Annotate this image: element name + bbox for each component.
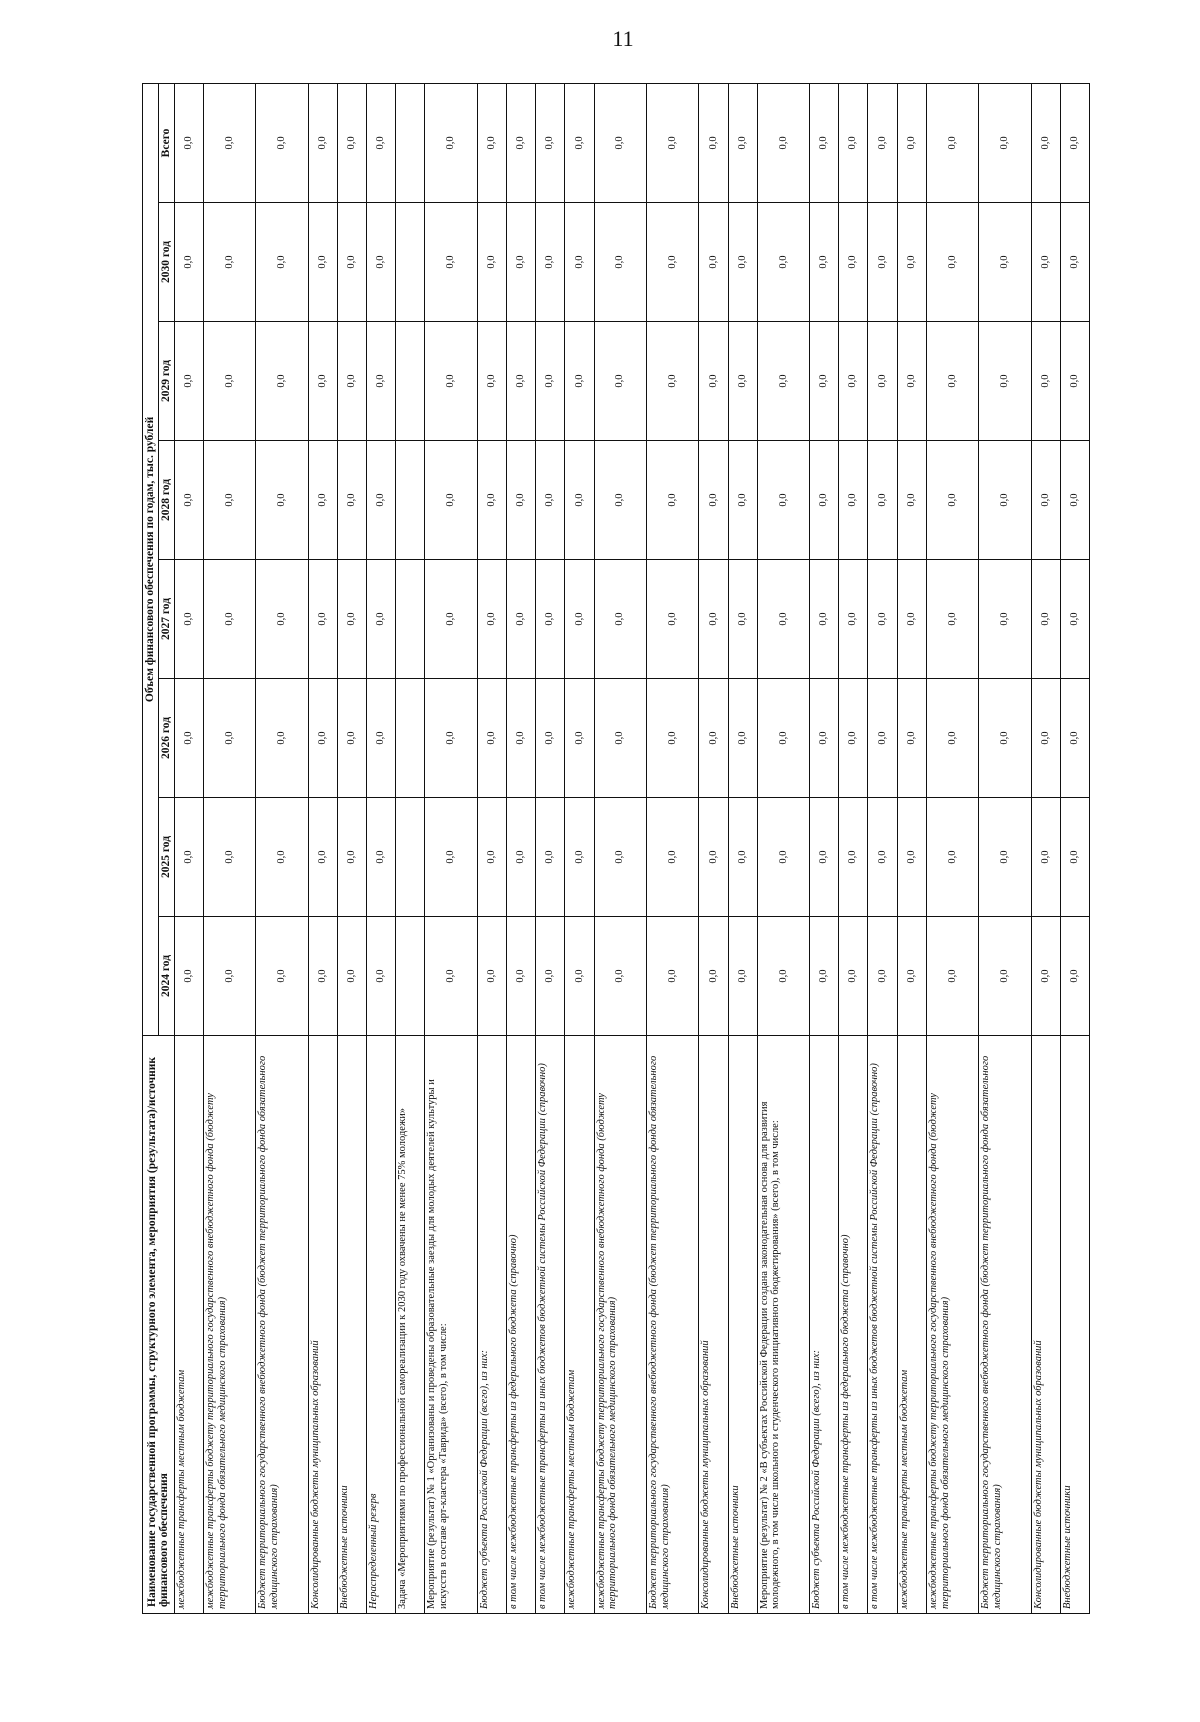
value-cell: 0,0 <box>1060 679 1089 798</box>
row-label: в том числе межбюджетные трансферты из федерального бюджета (справочно) <box>507 1036 536 1614</box>
value-cell: 0,0 <box>308 83 337 202</box>
value-cell: 0,0 <box>337 679 366 798</box>
value-cell: 0,0 <box>367 83 396 202</box>
row-label: Бюджет субъекта Российской Федерации (всего), из них: <box>810 1036 839 1614</box>
value-cell: 0,0 <box>728 679 757 798</box>
value-cell: 0,0 <box>536 83 565 202</box>
value-cell: 0,0 <box>926 917 978 1036</box>
value-cell: 0,0 <box>979 441 1031 560</box>
value-cell: 0,0 <box>425 441 477 560</box>
value-cell: 0,0 <box>757 560 809 679</box>
value-cell: 0,0 <box>308 560 337 679</box>
value-cell: 0,0 <box>699 679 728 798</box>
value-cell: 0,0 <box>839 322 868 441</box>
value-cell: 0,0 <box>308 679 337 798</box>
value-cell <box>396 560 425 679</box>
table-row <box>699 83 728 1613</box>
value-cell: 0,0 <box>646 322 698 441</box>
value-cell: 0,0 <box>565 83 594 202</box>
column-header-year: 2025 год <box>158 798 174 917</box>
value-cell: 0,0 <box>256 679 308 798</box>
value-cell: 0,0 <box>839 203 868 322</box>
value-cell: 0,0 <box>337 322 366 441</box>
row-label: Консолидированные бюджеты муниципальных образований <box>308 1036 337 1614</box>
row-label: Бюджет территориального государственного внебюджетного фонда (бюджет территориального фонда обязательного медицинского страхования) <box>256 1036 308 1614</box>
row-label: Бюджет территориального государственного внебюджетного фонда (бюджет территориального фонда обязательного медицинского страхования) <box>979 1036 1031 1614</box>
value-cell: 0,0 <box>594 322 646 441</box>
value-cell: 0,0 <box>174 203 203 322</box>
value-cell: 0,0 <box>646 560 698 679</box>
row-label: Консолидированные бюджеты муниципальных образований <box>699 1036 728 1614</box>
value-cell: 0,0 <box>477 83 506 202</box>
value-cell: 0,0 <box>897 83 926 202</box>
value-cell: 0,0 <box>979 203 1031 322</box>
value-cell: 0,0 <box>810 203 839 322</box>
value-cell: 0,0 <box>565 441 594 560</box>
value-cell: 0,0 <box>507 798 536 917</box>
value-cell: 0,0 <box>646 679 698 798</box>
value-cell: 0,0 <box>1031 679 1060 798</box>
value-cell: 0,0 <box>1031 322 1060 441</box>
value-cell: 0,0 <box>367 560 396 679</box>
value-cell: 0,0 <box>507 679 536 798</box>
value-cell: 0,0 <box>699 798 728 917</box>
row-label: межбюджетные трансферты бюджету территориального государственного внебюджетного фонда (бюджету территориального фонда обязательного медицинского страхования) <box>203 1036 255 1614</box>
row-label: межбюджетные трансферты местным бюджетам <box>174 1036 203 1614</box>
value-cell: 0,0 <box>507 322 536 441</box>
value-cell: 0,0 <box>979 679 1031 798</box>
value-cell: 0,0 <box>174 83 203 202</box>
row-label: Внебюджетные источники <box>728 1036 757 1614</box>
value-cell: 0,0 <box>926 441 978 560</box>
value-cell: 0,0 <box>308 917 337 1036</box>
value-cell: 0,0 <box>1031 798 1060 917</box>
value-cell: 0,0 <box>594 203 646 322</box>
value-cell: 0,0 <box>337 917 366 1036</box>
table-row <box>536 83 565 1613</box>
value-cell <box>396 798 425 917</box>
row-label: межбюджетные трансферты бюджету территориального государственного внебюджетного фонда (бюджету территориального фонда обязательного медицинского страхования) <box>926 1036 978 1614</box>
value-cell: 0,0 <box>203 441 255 560</box>
value-cell: 0,0 <box>646 441 698 560</box>
value-cell: 0,0 <box>839 679 868 798</box>
table-row <box>396 83 425 1613</box>
value-cell: 0,0 <box>1060 83 1089 202</box>
value-cell: 0,0 <box>757 441 809 560</box>
value-cell: 0,0 <box>367 203 396 322</box>
table-row <box>1031 83 1060 1613</box>
value-cell: 0,0 <box>477 917 506 1036</box>
row-label: в том числе межбюджетные трансферты из иных бюджетов бюджетной системы Российской Федерации (справочно) <box>868 1036 897 1614</box>
value-cell: 0,0 <box>1060 441 1089 560</box>
row-label: Бюджет субъекта Российской Федерации (всего), из них: <box>477 1036 506 1614</box>
value-cell: 0,0 <box>367 322 396 441</box>
row-label: Консолидированные бюджеты муниципальных образований <box>1031 1036 1060 1614</box>
value-cell: 0,0 <box>337 560 366 679</box>
value-cell: 0,0 <box>897 798 926 917</box>
table-row <box>256 83 308 1613</box>
value-cell: 0,0 <box>565 679 594 798</box>
value-cell: 0,0 <box>897 560 926 679</box>
value-cell: 0,0 <box>425 203 477 322</box>
value-cell: 0,0 <box>810 560 839 679</box>
value-cell: 0,0 <box>203 917 255 1036</box>
value-cell: 0,0 <box>507 917 536 1036</box>
value-cell: 0,0 <box>728 560 757 679</box>
row-label: Нераспределенный резерв <box>367 1036 396 1614</box>
value-cell: 0,0 <box>926 560 978 679</box>
table-row <box>757 83 809 1613</box>
value-cell: 0,0 <box>308 322 337 441</box>
value-cell: 0,0 <box>897 322 926 441</box>
value-cell: 0,0 <box>979 917 1031 1036</box>
value-cell: 0,0 <box>477 441 506 560</box>
value-cell: 0,0 <box>477 798 506 917</box>
value-cell: 0,0 <box>868 679 897 798</box>
value-cell: 0,0 <box>868 441 897 560</box>
value-cell: 0,0 <box>594 917 646 1036</box>
value-cell: 0,0 <box>477 203 506 322</box>
value-cell: 0,0 <box>256 322 308 441</box>
column-header-name: Наименование государственной программы, структурного элемента, мероприятия (результата)/источник финансового обеспечения <box>143 1036 175 1614</box>
value-cell: 0,0 <box>425 322 477 441</box>
table-row <box>507 83 536 1613</box>
row-label: межбюджетные трансферты местным бюджетам <box>897 1036 926 1614</box>
value-cell: 0,0 <box>536 798 565 917</box>
row-label: Внебюджетные источники <box>1060 1036 1089 1614</box>
row-label: в том числе межбюджетные трансферты из иных бюджетов бюджетной системы Российской Федерации (справочно) <box>536 1036 565 1614</box>
value-cell: 0,0 <box>565 560 594 679</box>
value-cell: 0,0 <box>839 917 868 1036</box>
value-cell: 0,0 <box>979 560 1031 679</box>
value-cell: 0,0 <box>839 560 868 679</box>
value-cell: 0,0 <box>256 560 308 679</box>
table-row <box>926 83 978 1613</box>
value-cell: 0,0 <box>425 679 477 798</box>
value-cell: 0,0 <box>565 203 594 322</box>
value-cell: 0,0 <box>839 441 868 560</box>
value-cell: 0,0 <box>174 679 203 798</box>
table-row <box>1060 83 1089 1613</box>
table-row <box>337 83 366 1613</box>
value-cell: 0,0 <box>1031 203 1060 322</box>
value-cell: 0,0 <box>308 441 337 560</box>
value-cell: 0,0 <box>757 83 809 202</box>
value-cell: 0,0 <box>256 441 308 560</box>
value-cell: 0,0 <box>1060 560 1089 679</box>
value-cell: 0,0 <box>728 322 757 441</box>
value-cell: 0,0 <box>256 917 308 1036</box>
value-cell: 0,0 <box>1031 560 1060 679</box>
row-label: Задача «Мероприятиями по профессиональной самореализации к 2030 году охвачены не менее 75% молодежи» <box>396 1036 425 1614</box>
value-cell: 0,0 <box>646 798 698 917</box>
value-cell: 0,0 <box>536 560 565 679</box>
value-cell: 0,0 <box>699 83 728 202</box>
value-cell <box>396 679 425 798</box>
value-cell: 0,0 <box>1060 917 1089 1036</box>
value-cell: 0,0 <box>308 203 337 322</box>
value-cell: 0,0 <box>1060 798 1089 917</box>
value-cell: 0,0 <box>810 441 839 560</box>
value-cell: 0,0 <box>810 83 839 202</box>
value-cell: 0,0 <box>839 83 868 202</box>
value-cell: 0,0 <box>979 83 1031 202</box>
value-cell: 0,0 <box>1031 83 1060 202</box>
value-cell: 0,0 <box>174 322 203 441</box>
value-cell: 0,0 <box>926 679 978 798</box>
value-cell: 0,0 <box>839 798 868 917</box>
row-label: в том числе межбюджетные трансферты из федерального бюджета (справочно) <box>839 1036 868 1614</box>
table-row <box>203 83 255 1613</box>
value-cell: 0,0 <box>699 322 728 441</box>
column-header-year: 2029 год <box>158 322 174 441</box>
value-cell: 0,0 <box>337 83 366 202</box>
value-cell: 0,0 <box>646 203 698 322</box>
value-cell: 0,0 <box>594 83 646 202</box>
value-cell <box>396 203 425 322</box>
value-cell: 0,0 <box>174 917 203 1036</box>
row-label: межбюджетные трансферты местным бюджетам <box>565 1036 594 1614</box>
value-cell: 0,0 <box>810 679 839 798</box>
value-cell: 0,0 <box>565 917 594 1036</box>
table-row <box>897 83 926 1613</box>
value-cell: 0,0 <box>868 798 897 917</box>
value-cell: 0,0 <box>757 203 809 322</box>
value-cell <box>396 322 425 441</box>
value-cell: 0,0 <box>868 83 897 202</box>
value-cell: 0,0 <box>699 441 728 560</box>
value-cell: 0,0 <box>367 917 396 1036</box>
value-cell: 0,0 <box>699 203 728 322</box>
value-cell: 0,0 <box>728 203 757 322</box>
table-row <box>367 83 396 1613</box>
value-cell: 0,0 <box>367 679 396 798</box>
value-cell: 0,0 <box>757 798 809 917</box>
row-label: Мероприятие (результат) № 1 «Организованы и проведены образовательные заезды для молодых деятелей культуры и искусств в составе арт-кластера «Таврида» (всего), в том числе: <box>425 1036 477 1614</box>
value-cell: 0,0 <box>174 560 203 679</box>
value-cell: 0,0 <box>897 679 926 798</box>
value-cell: 0,0 <box>256 203 308 322</box>
table-row <box>308 83 337 1613</box>
value-cell: 0,0 <box>594 560 646 679</box>
value-cell: 0,0 <box>203 798 255 917</box>
value-cell: 0,0 <box>507 203 536 322</box>
value-cell <box>396 83 425 202</box>
value-cell: 0,0 <box>868 917 897 1036</box>
table-row <box>594 83 646 1613</box>
value-cell: 0,0 <box>308 798 337 917</box>
value-cell: 0,0 <box>728 441 757 560</box>
value-cell: 0,0 <box>646 917 698 1036</box>
value-cell: 0,0 <box>536 203 565 322</box>
value-cell: 0,0 <box>367 798 396 917</box>
table-row <box>646 83 698 1613</box>
value-cell: 0,0 <box>565 798 594 917</box>
value-cell: 0,0 <box>757 917 809 1036</box>
page-number: 11 <box>612 26 634 51</box>
value-cell: 0,0 <box>256 83 308 202</box>
value-cell: 0,0 <box>810 798 839 917</box>
value-cell: 0,0 <box>174 798 203 917</box>
value-cell: 0,0 <box>699 917 728 1036</box>
table-row <box>810 83 839 1613</box>
value-cell: 0,0 <box>1060 203 1089 322</box>
row-label: Бюджет территориального государственного внебюджетного фонда (бюджет территориального фонда обязательного медицинского страхования) <box>646 1036 698 1614</box>
table-row <box>425 83 477 1613</box>
value-cell: 0,0 <box>536 441 565 560</box>
table-row <box>565 83 594 1613</box>
column-group-header: Объем финансового обеспечения по годам, тыс. рублей <box>143 83 159 1035</box>
value-cell: 0,0 <box>536 679 565 798</box>
value-cell: 0,0 <box>425 560 477 679</box>
table-row <box>839 83 868 1613</box>
table-row <box>728 83 757 1613</box>
header-row-1 <box>143 83 159 1613</box>
value-cell: 0,0 <box>646 83 698 202</box>
value-cell: 0,0 <box>203 203 255 322</box>
value-cell: 0,0 <box>728 917 757 1036</box>
value-cell: 0,0 <box>565 322 594 441</box>
value-cell: 0,0 <box>337 441 366 560</box>
value-cell: 0,0 <box>203 83 255 202</box>
value-cell: 0,0 <box>477 679 506 798</box>
value-cell: 0,0 <box>594 679 646 798</box>
table-row <box>868 83 897 1613</box>
value-cell: 0,0 <box>757 679 809 798</box>
value-cell <box>396 917 425 1036</box>
rotated-table-container <box>142 84 1090 1614</box>
value-cell: 0,0 <box>897 441 926 560</box>
column-header-year: 2027 год <box>158 560 174 679</box>
value-cell: 0,0 <box>203 322 255 441</box>
value-cell: 0,0 <box>477 560 506 679</box>
value-cell: 0,0 <box>337 798 366 917</box>
value-cell: 0,0 <box>425 83 477 202</box>
value-cell: 0,0 <box>868 322 897 441</box>
column-header-year: 2030 год <box>158 203 174 322</box>
table-body <box>174 83 1089 1613</box>
value-cell: 0,0 <box>728 83 757 202</box>
table-row <box>477 83 506 1613</box>
value-cell: 0,0 <box>1031 441 1060 560</box>
row-label: Мероприятие (результат) № 2 «В субъектах Российской Федерации создана законодательная основа для развития молодежного, в том числе школьного и студенческого инициативного бюджетирования» (всего), в том числе: <box>757 1036 809 1614</box>
value-cell: 0,0 <box>536 917 565 1036</box>
table-row <box>174 83 203 1613</box>
value-cell: 0,0 <box>256 798 308 917</box>
value-cell: 0,0 <box>926 798 978 917</box>
value-cell <box>396 441 425 560</box>
value-cell: 0,0 <box>810 322 839 441</box>
value-cell: 0,0 <box>203 679 255 798</box>
value-cell: 0,0 <box>926 322 978 441</box>
value-cell: 0,0 <box>728 798 757 917</box>
value-cell: 0,0 <box>757 322 809 441</box>
value-cell: 0,0 <box>203 560 255 679</box>
value-cell: 0,0 <box>979 322 1031 441</box>
column-header-year: 2024 год <box>158 917 174 1036</box>
column-header-year: 2026 год <box>158 679 174 798</box>
value-cell: 0,0 <box>367 441 396 560</box>
row-label: Внебюджетные источники <box>337 1036 366 1614</box>
table-row <box>979 83 1031 1613</box>
value-cell: 0,0 <box>174 441 203 560</box>
value-cell: 0,0 <box>926 83 978 202</box>
value-cell: 0,0 <box>594 441 646 560</box>
value-cell: 0,0 <box>1031 917 1060 1036</box>
value-cell: 0,0 <box>425 917 477 1036</box>
value-cell: 0,0 <box>594 798 646 917</box>
value-cell: 0,0 <box>897 203 926 322</box>
value-cell: 0,0 <box>507 83 536 202</box>
value-cell: 0,0 <box>979 798 1031 917</box>
value-cell: 0,0 <box>926 203 978 322</box>
value-cell: 0,0 <box>477 322 506 441</box>
value-cell: 0,0 <box>1060 322 1089 441</box>
value-cell: 0,0 <box>810 917 839 1036</box>
financing-table <box>142 83 1090 1614</box>
column-header-year: 2028 год <box>158 441 174 560</box>
value-cell: 0,0 <box>699 560 728 679</box>
value-cell: 0,0 <box>425 798 477 917</box>
value-cell: 0,0 <box>868 560 897 679</box>
row-label: межбюджетные трансферты бюджету территориального государственного внебюджетного фонда (бюджету территориального фонда обязательного медицинского страхования) <box>594 1036 646 1614</box>
value-cell: 0,0 <box>507 560 536 679</box>
column-header-year: Всего <box>158 83 174 202</box>
value-cell: 0,0 <box>868 203 897 322</box>
value-cell: 0,0 <box>337 203 366 322</box>
value-cell: 0,0 <box>507 441 536 560</box>
value-cell: 0,0 <box>536 322 565 441</box>
value-cell: 0,0 <box>897 917 926 1036</box>
